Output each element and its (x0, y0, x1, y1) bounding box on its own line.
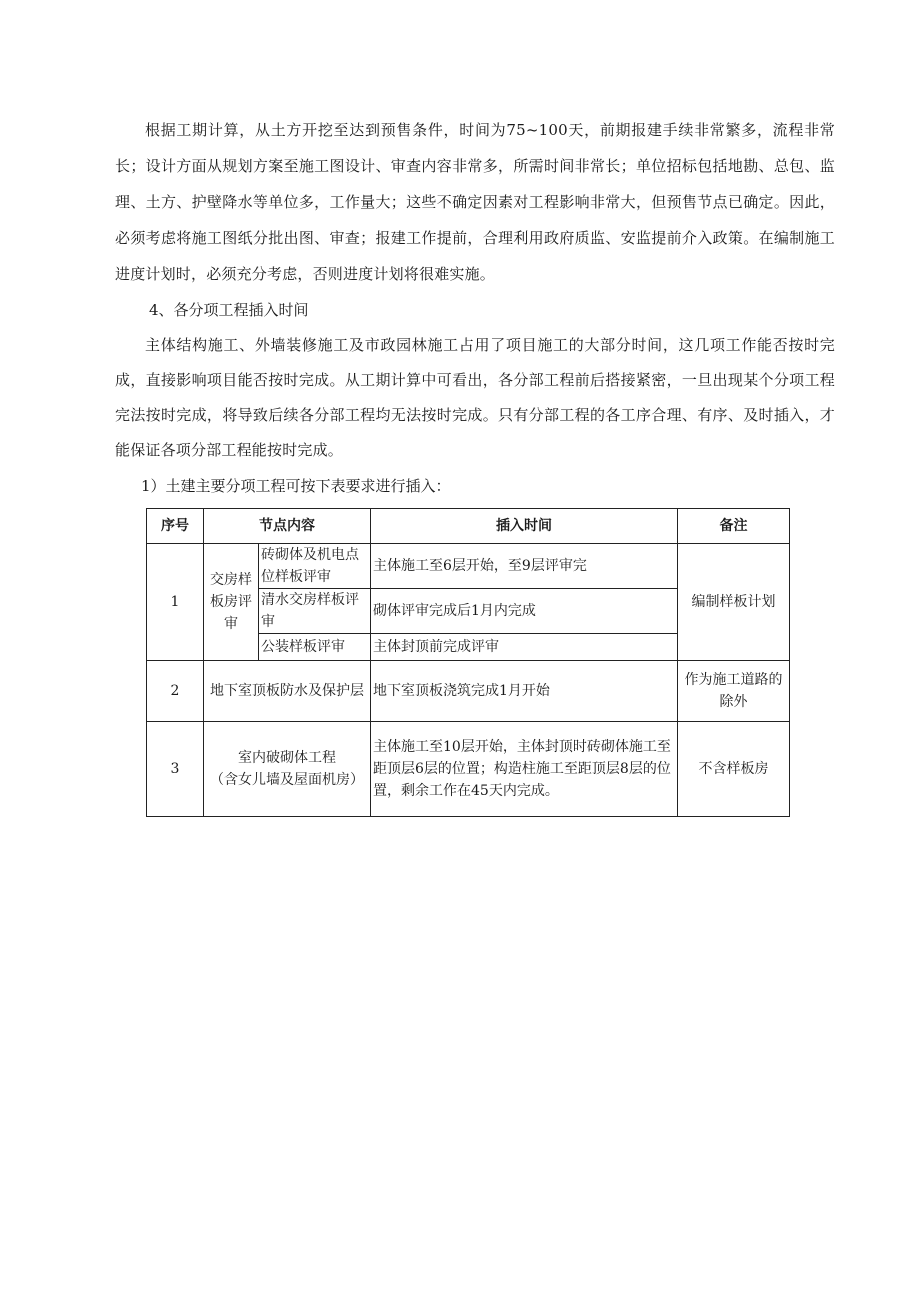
row1-sub1: 砖砌体及机电点位样板评审 (259, 544, 371, 589)
header-remark: 备注 (678, 509, 790, 544)
section-heading-insertion-time: 4、各分项工程插入时间 (149, 301, 309, 319)
row1-group: 交房样板房评审 (204, 544, 259, 661)
row1-time2: 砌体评审完成后1月内完成 (371, 589, 678, 634)
row2-remark: 作为施工道路的除外 (678, 661, 790, 722)
row1-time1: 主体施工至6层开始，至9层评审完 (371, 544, 678, 589)
row3-node (204, 722, 371, 817)
table-row (147, 544, 790, 589)
row1-time3: 主体封顶前完成评审 (371, 634, 678, 661)
table-header-row (147, 509, 790, 544)
header-time: 插入时间 (371, 509, 678, 544)
row2-node: 地下室顶板防水及保护层 (204, 661, 371, 722)
document-body (115, 112, 835, 496)
table-row (147, 661, 790, 722)
row1-sub3: 公装样板评审 (259, 634, 371, 661)
header-no: 序号 (147, 509, 204, 544)
row1-no: 1 (147, 544, 204, 661)
row3-remark: 不含样板房 (678, 722, 790, 817)
row2-no: 2 (147, 661, 204, 722)
table-caption: 1）土建主要分项工程可按下表要求进行插入： (141, 477, 451, 495)
paragraph-schedule-factors: 根据工期计算，从土方开挖至达到预售条件，时间为75~100天，前期报建手续非常繁多，流程非常长；设计方面从规划方案至施工图设计、审查内容非常多，所需时间非常长；单位招标包括地勘、总包、监理、土方、护壁降水等单位多，工作量大；这些不确定因素对工程影响非常大，但预售节点已确定。因此，必须考虑将施工图纸分批出图、审查；报建工作提前，合理利用政府质监、安监提前介入政策。在编制施工进度计划时，必须充分考虑，否则进度计划将很难实施。 (115, 121, 835, 283)
row1-sub2: 清水交房样板评审 (259, 589, 371, 634)
row1-remark: 编制样板计划 (678, 544, 790, 661)
row3-node-line1: 室内破砌体工程 (238, 750, 336, 766)
row3-no: 3 (147, 722, 204, 817)
row3-node-line2: （含女儿墙及屋面机房） (210, 772, 364, 788)
paragraph-insertion-importance: 主体结构施工、外墙装修施工及市政园林施工占用了项目施工的大部分时间，这几项工作能否按时完成，直接影响项目能否按时完成。从工期计算中可看出，各分部工程前后搭接紧密，一旦出现某个分项工程完法按时完成，将导致后续各分部工程均无法按时完成。只有分部工程的各工序合理、有序、及时插入，才能保证各项分部工程能按时完成。 (115, 336, 835, 459)
row2-time: 地下室顶板浇筑完成1月开始 (371, 661, 678, 722)
row3-time: 主体施工至10层开始，主体封顶时砖砌体施工至距顶层6层的位置；构造柱施工至距顶层8层的位置，剩余工作在45天内完成。 (371, 722, 678, 817)
header-node: 节点内容 (204, 509, 371, 544)
table-row (147, 722, 790, 817)
insertion-schedule-table (146, 508, 790, 817)
